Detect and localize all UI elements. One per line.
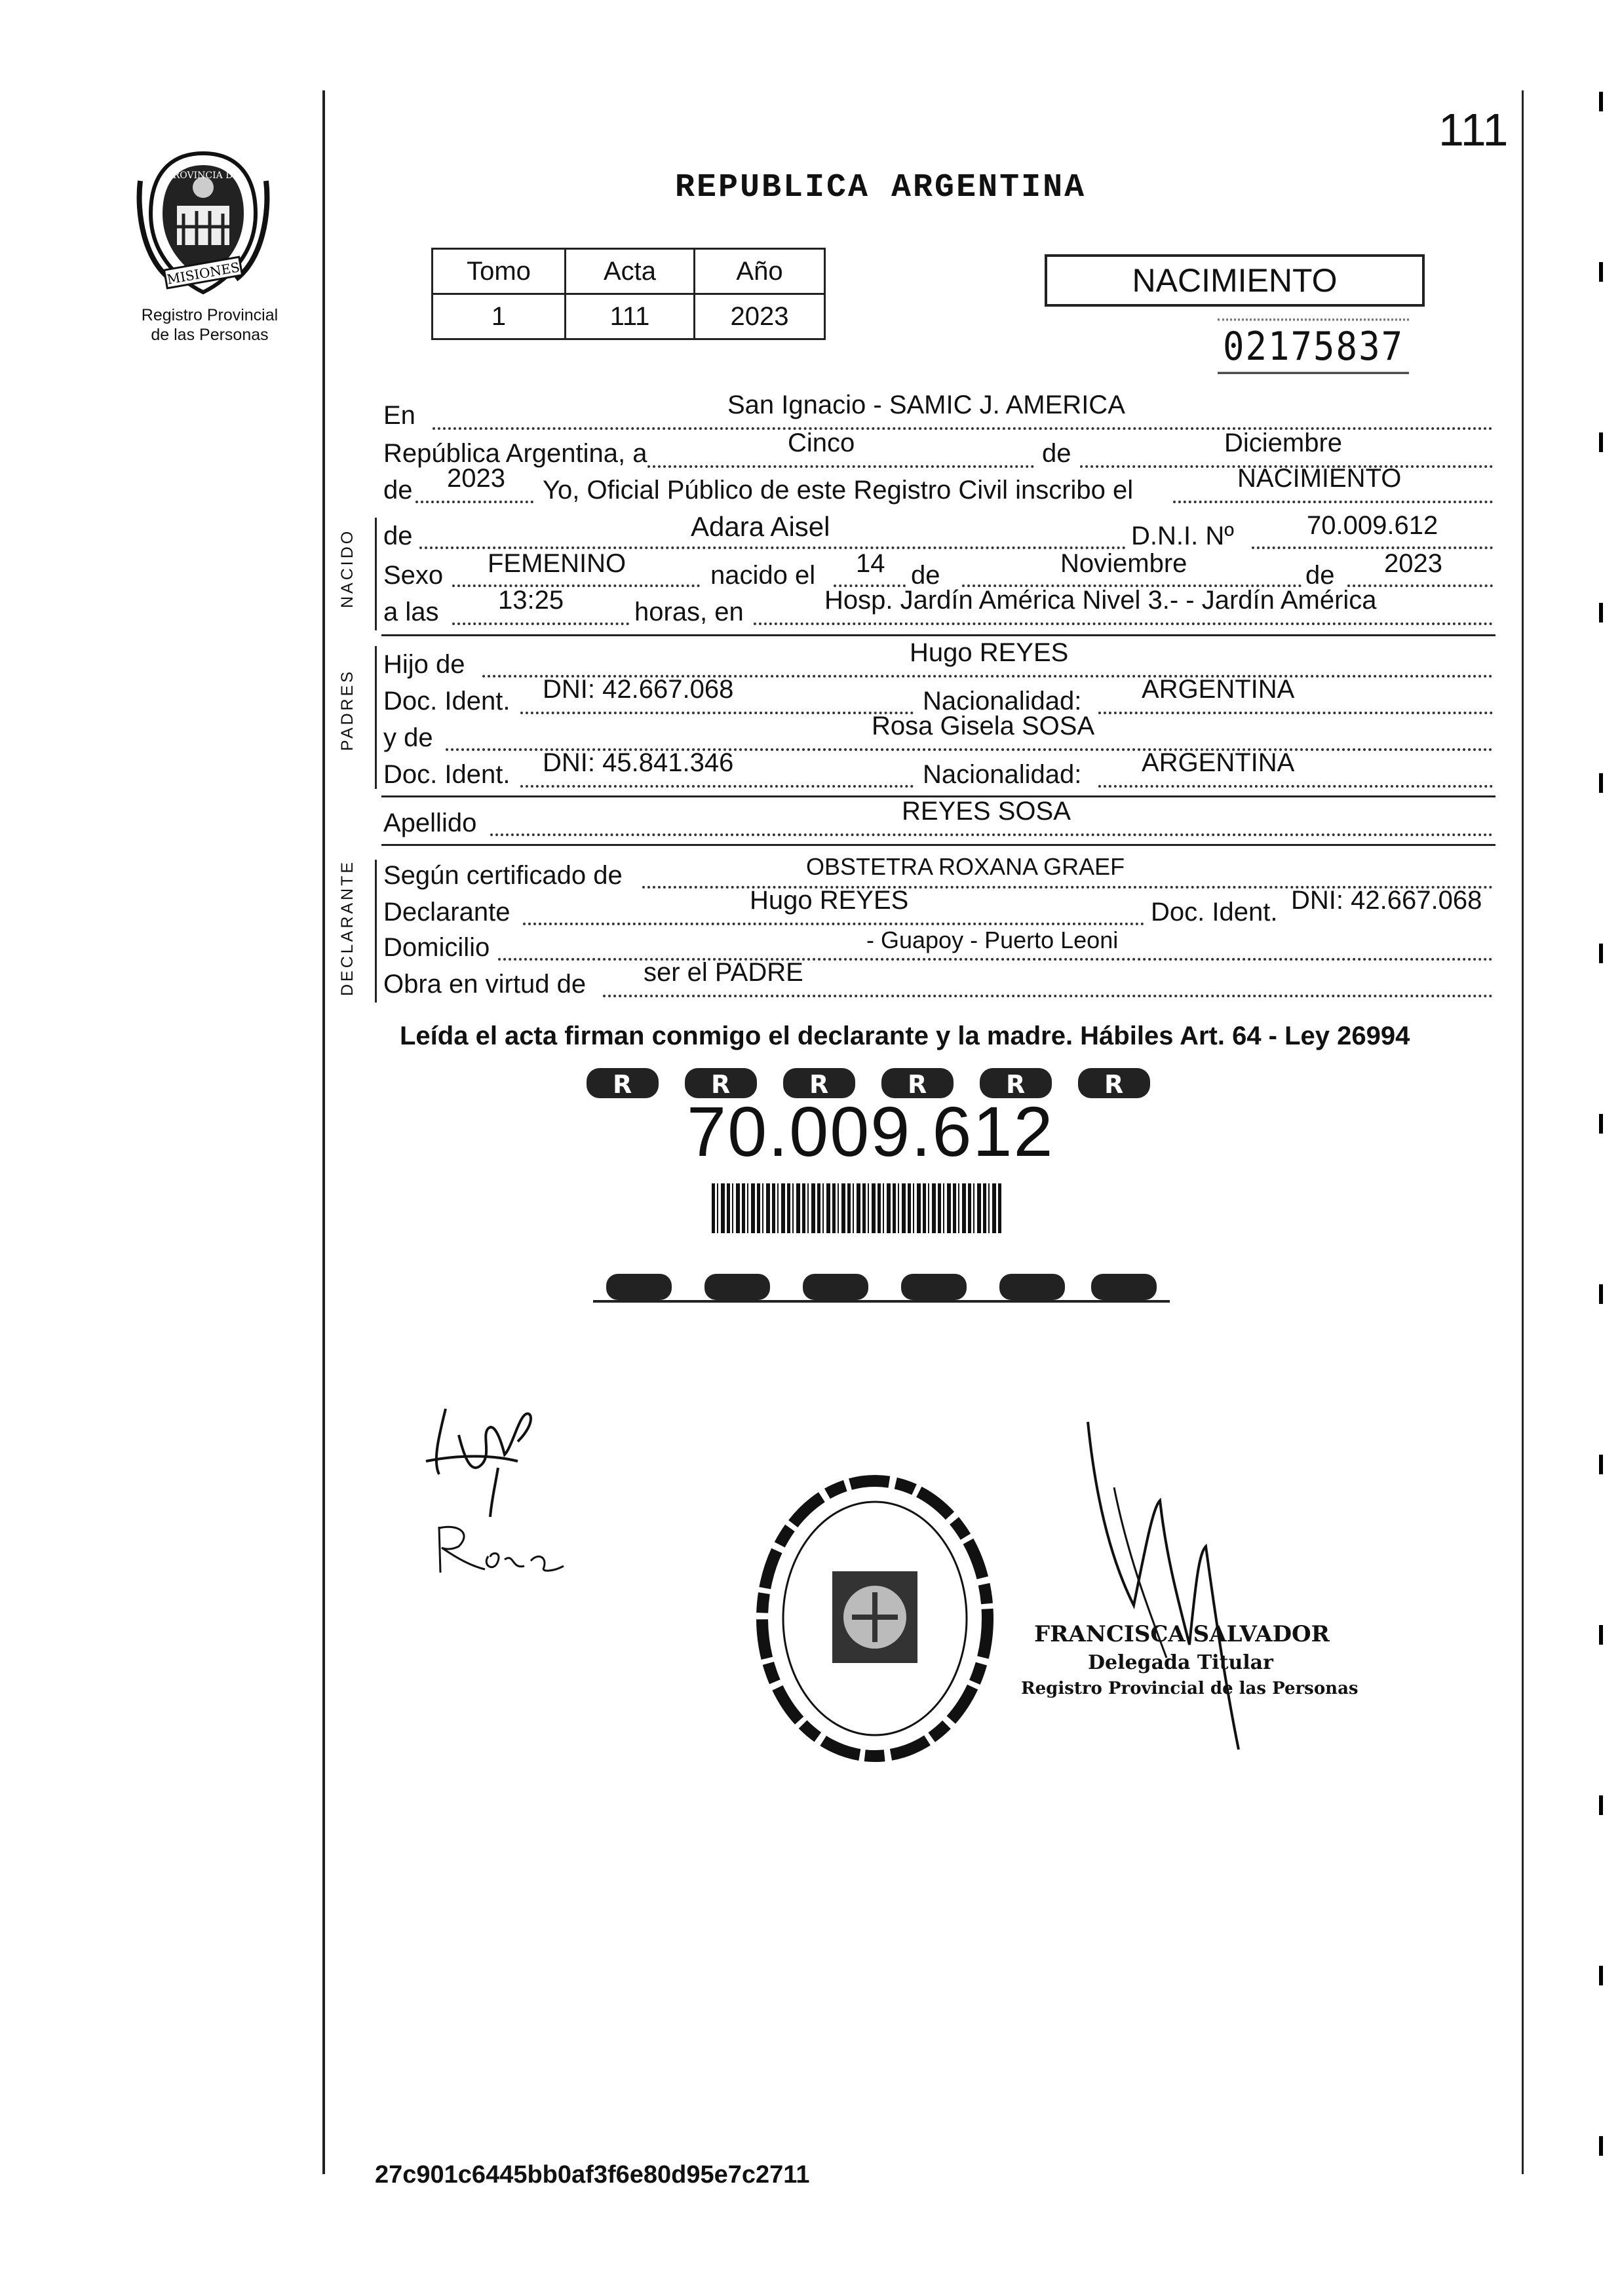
madre-doc-dots [520,785,914,788]
en-label: En [383,401,415,430]
declarante-section-line [375,860,377,1003]
nombre-value: Adara Aisel [691,511,830,542]
logo-text-bottom: MISIONES [165,259,241,288]
year-value: 2023 [447,464,505,493]
padres-section-label: PADRES [338,669,357,751]
nacido-section-line [375,518,377,630]
registry-line2: de las Personas [151,326,269,344]
svg-text:R: R [711,1070,731,1099]
certificado-value: OBSTETRA ROXANA GRAEF [806,853,1125,880]
declarante-doc-value: DNI: 42.667.068 [1291,886,1482,915]
security-band-bottom [593,1271,1170,1304]
svg-text:R: R [1104,1070,1124,1099]
lugar-dots [754,622,1493,625]
de2-label: de [1305,561,1335,590]
signature-madre [433,1520,577,1579]
acto-value: NACIMIENTO [1237,464,1402,493]
dia-dots [647,465,1034,468]
official-name: FRANCISCA SALVADOR [1034,1621,1330,1647]
header-acta: Acta [566,249,695,294]
mes-nac-value: Noviembre [1060,549,1187,578]
declarante-label: Declarante [383,898,511,927]
oficial-text: Yo, Oficial Público de este Registro Civil inscribo el [543,476,1134,505]
acto-dots [1173,501,1493,503]
header-anio: Año [695,249,825,294]
padre-value: Hugo REYES [910,638,1069,667]
declarante-value: Hugo REYES [750,886,909,915]
document-hash: 27c901c6445bb0af3f6e80d95e7c2711 [375,2161,810,2189]
sexo-label: Sexo [383,561,444,590]
separator-nacido [381,634,1495,636]
barcode [712,1183,1001,1233]
record-table-header [433,249,825,294]
domicilio-value: - Guapoy - Puerto Leoni [866,927,1119,953]
registry-line1: Registro Provincial [141,306,279,324]
left-margin-line [322,90,325,2174]
mes-value: Diciembre [1224,429,1343,457]
record-table-values [433,294,825,339]
hora-value: 13:25 [498,586,564,615]
hora-dots [452,622,629,625]
padre-doc-value: DNI: 42.667.068 [543,675,734,704]
de-year-label: de [383,476,413,505]
en-value: San Ignacio - SAMIC J. AMERICA [727,391,1125,419]
svg-text:R: R [908,1070,927,1099]
serial-number: 02175837 [1218,318,1409,374]
dni-value: 70.009.612 [1307,511,1438,540]
padre-doc-label: Doc. Ident. [383,687,511,716]
madre-nac-label: Nacionalidad: [923,760,1082,789]
hijo-de-label: Hijo de [383,650,465,679]
apellido-value: REYES SOSA [902,797,1071,826]
obra-label: Obra en virtud de [383,970,587,999]
right-edge-marks [1599,92,1603,2254]
closing-text: Leída el acta firman conmigo el declarante y la madre. Hábiles Art. 64 - Ley 26994 [400,1022,1410,1050]
dni-label: D.N.I. Nº [1131,522,1234,550]
padre-nac-value: ARGENTINA [1142,675,1295,704]
separator-apellido [381,844,1495,846]
value-anio: 2023 [695,294,825,339]
republica-label: República Argentina, a [383,439,647,468]
padre-nac-label: Nacionalidad: [923,687,1082,716]
sexo-value: FEMENINO [488,549,627,578]
value-tomo: 1 [433,294,566,339]
padre-nac-dots [1098,712,1493,714]
sexo-dots [452,584,700,587]
domicilio-label: Domicilio [383,933,490,962]
anio-nac-value: 2023 [1384,549,1442,578]
lugar-value: Hosp. Jardín América Nivel 3.- - Jardín América [824,586,1377,615]
obra-dots [603,995,1493,997]
year-dots [415,501,533,503]
madre-nac-value: ARGENTINA [1142,748,1295,777]
apellido-label: Apellido [383,809,477,837]
svg-text:R: R [809,1070,829,1099]
svg-text:R: R [1006,1070,1026,1099]
value-acta: 111 [566,294,695,339]
dia-nac-value: 14 [856,549,885,578]
province-logo [131,148,275,299]
record-table [431,248,826,340]
declarante-dots [523,923,1144,925]
dia-value: Cinco [788,429,855,457]
a-las-label: a las [383,598,439,626]
obra-value: ser el PADRE [644,958,803,987]
padre-doc-dots [520,712,914,714]
apellido-dots [490,833,1493,836]
declarante-section-label: DECLARANTE [338,859,357,996]
signature-declarante [419,1396,550,1520]
y-de-label: y de [383,723,433,752]
padres-section-line [375,646,377,789]
record-type-box: NACIMIENTO [1045,254,1425,307]
madre-doc-value: DNI: 45.841.346 [543,748,734,777]
official-office: Registro Provincial de las Personas [1021,1679,1359,1698]
logo-text-top: PROVINCIA DE [166,170,240,181]
madre-value: Rosa Gisela SOSA [872,712,1095,740]
official-title: Delegada Titular [1088,1651,1273,1674]
madre-nac-dots [1098,785,1493,788]
nacido-section-label: NACIDO [338,528,357,608]
header-tomo: Tomo [433,249,566,294]
official-signature [1075,1409,1258,1776]
page-number: 111 [1438,104,1509,155]
certificado-label: Según certificado de [383,861,623,890]
nacido-el-label: nacido el [710,561,816,590]
dni-dots [1252,546,1493,549]
right-margin-line [1522,90,1524,2174]
registry-label [118,305,301,345]
big-dni-number: 70.009.612 [687,1092,1054,1171]
nombre-label: de [383,522,413,550]
madre-doc-label: Doc. Ident. [383,760,511,789]
declarante-doc-label: Doc. Ident. [1151,898,1278,927]
svg-text:R: R [613,1070,632,1099]
country-title: REPUBLICA ARGENTINA [675,169,1087,206]
horas-en-label: horas, en [634,598,744,626]
de-label: de [1042,439,1071,468]
de1-label: de [911,561,940,590]
official-seal [754,1474,996,1763]
